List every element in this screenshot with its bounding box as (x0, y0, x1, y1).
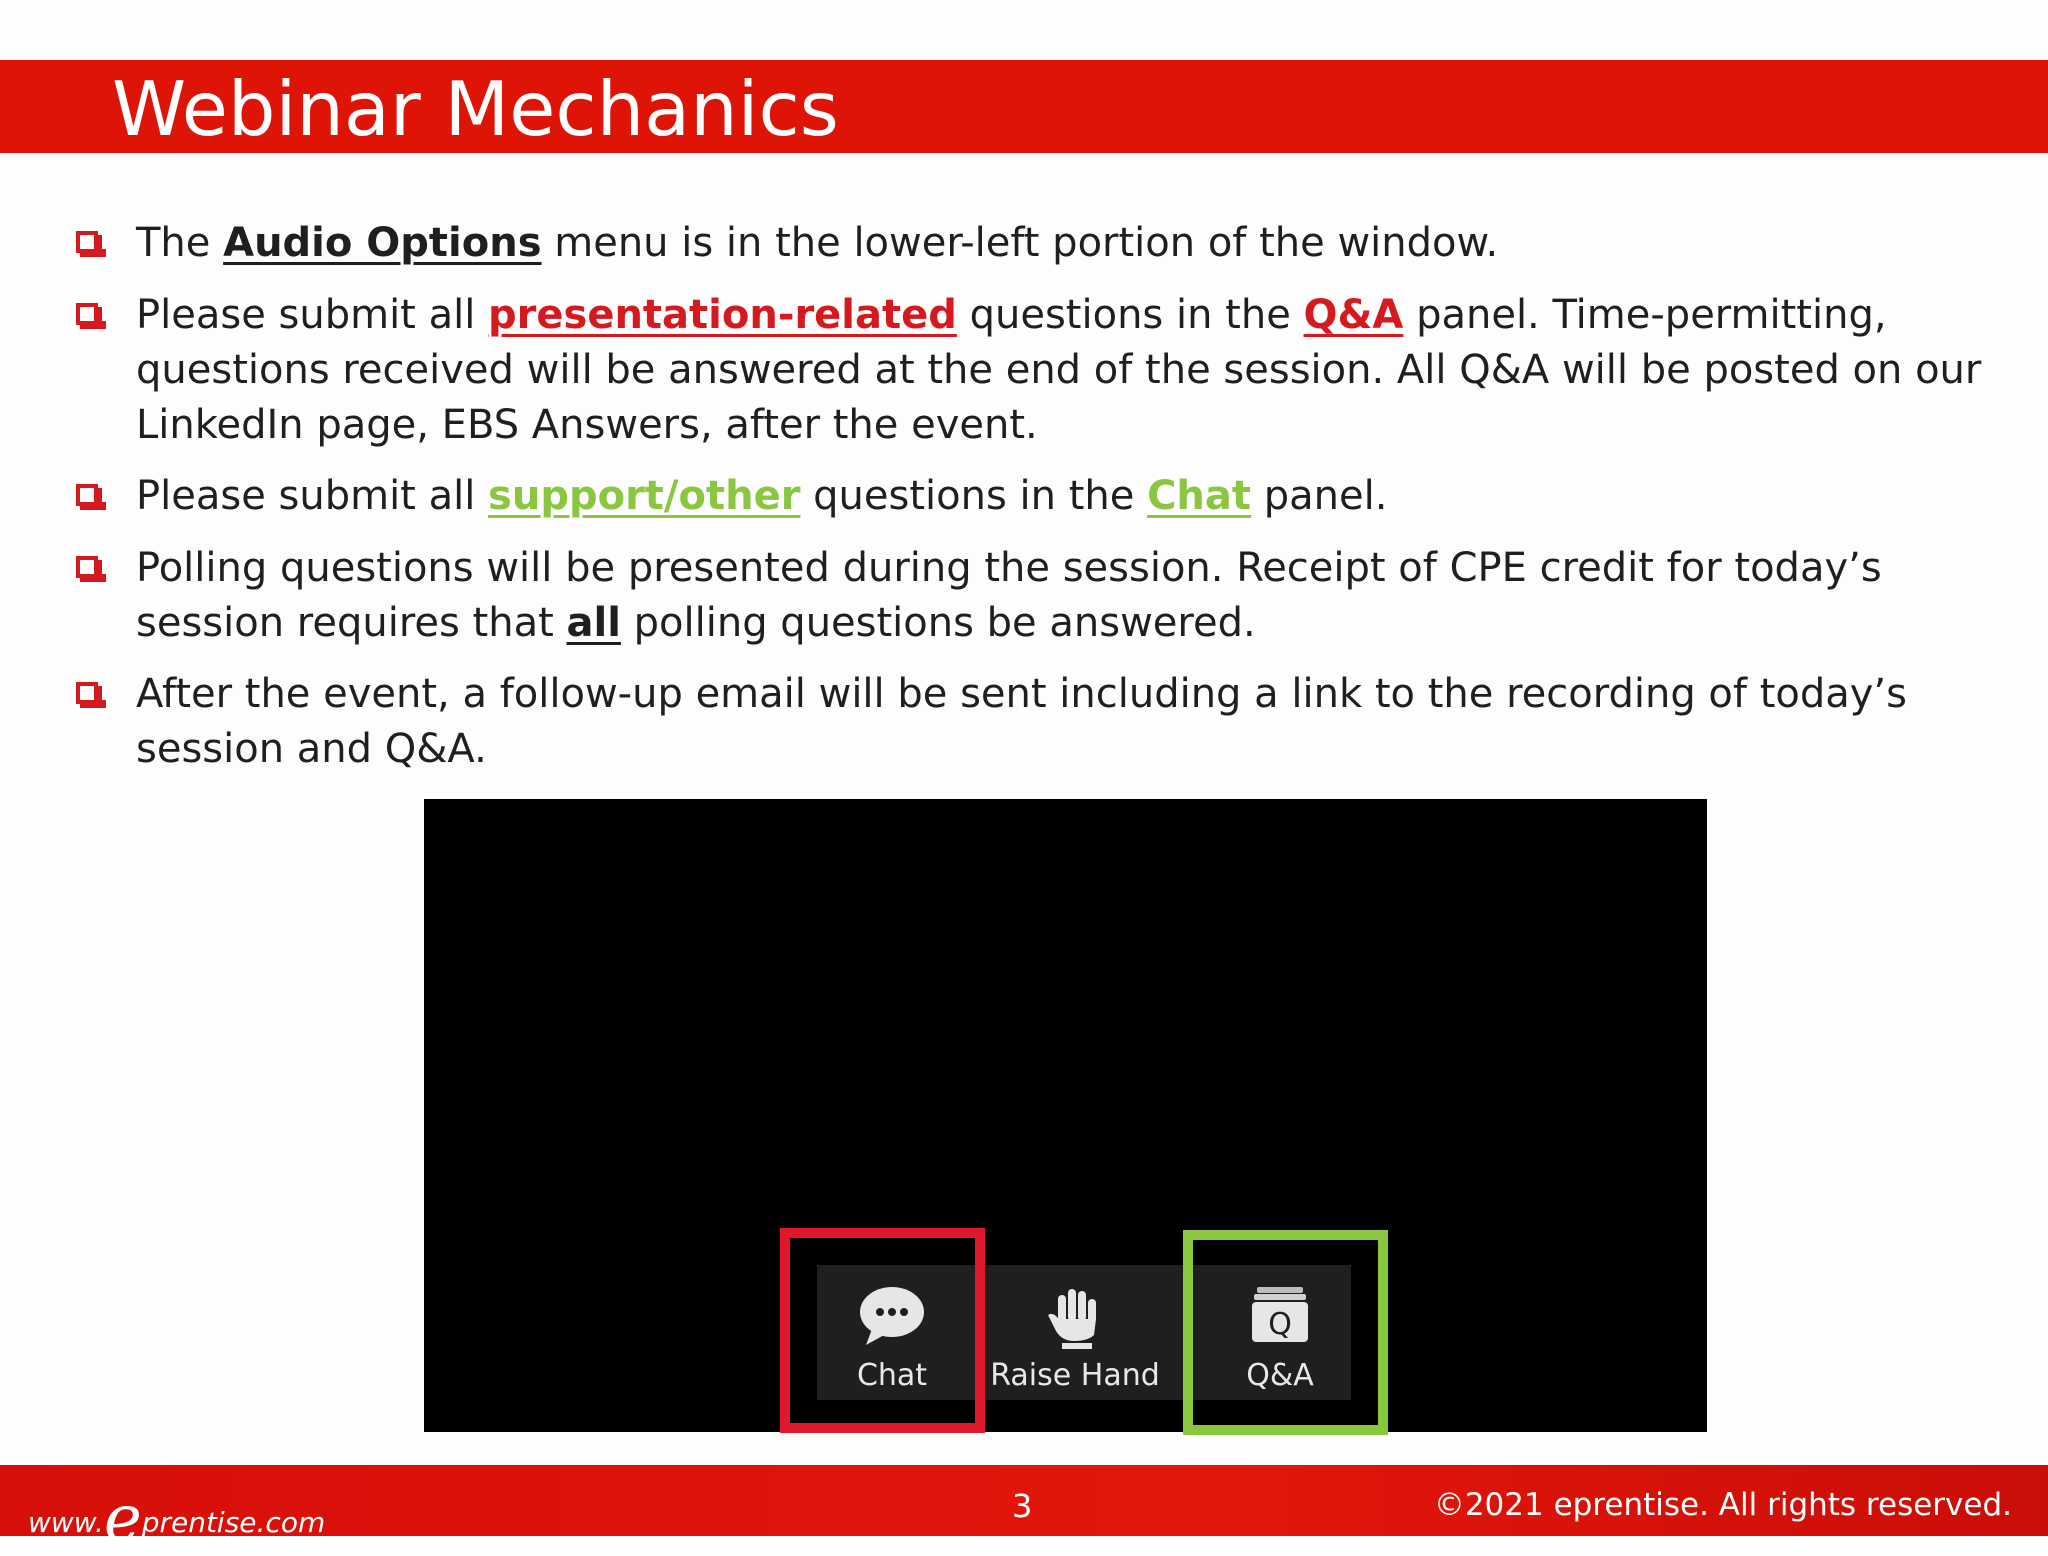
bullet-item: Please submit all support/other questions in the Chat panel. (136, 469, 2016, 524)
chat-highlight-box (780, 1228, 985, 1433)
qa-label: Q&A (1246, 1358, 1314, 1393)
bullet-item: After the event, a follow-up email will be sent including a link to the recording of today’s session and Q&A. (136, 667, 2016, 777)
raise-hand-icon (1044, 1285, 1106, 1359)
keyword-audio-options: Audio Options (223, 220, 542, 266)
raise-hand-button[interactable] (985, 1265, 1165, 1400)
checkbox-bullet-icon (76, 484, 98, 506)
keyword-qa: Q&A (1303, 292, 1404, 338)
keyword-presentation-related: presentation-related (488, 292, 957, 338)
bullet-item: Please submit all presentation-related questions in the Q&A panel. Time-permitting, questions received will be answered at the end of the session. All Q&A will be posted on our LinkedIn page, EBS Answers, after the event. (136, 288, 2016, 453)
eprentise-logo: www.eprentise.com (28, 1482, 326, 1556)
raise-hand-label: Raise Hand (990, 1358, 1160, 1393)
bullet-item: Polling questions will be presented during the session. Receipt of CPE credit for today’s session requires that all polling questions be answered. (136, 541, 2016, 651)
copyright-text: ©2021 eprentise. All rights reserved. (1433, 1487, 2012, 1523)
keyword-support-other: support/other (488, 473, 801, 519)
checkbox-bullet-icon (76, 682, 98, 704)
bullet-item: The Audio Options menu is in the lower-left portion of the window. (136, 216, 2016, 271)
keyword-chat: Chat (1147, 473, 1252, 519)
qa-highlight-box (1183, 1230, 1388, 1435)
checkbox-bullet-icon (76, 303, 98, 325)
slide-title: Webinar Mechanics (112, 65, 839, 153)
keyword-all: all (566, 600, 621, 646)
svg-text:Q: Q (1268, 1307, 1292, 1342)
chat-label: Chat (856, 1358, 928, 1393)
checkbox-bullet-icon (76, 556, 98, 578)
checkbox-bullet-icon (76, 231, 98, 253)
page-number: 3 (1012, 1487, 1033, 1525)
